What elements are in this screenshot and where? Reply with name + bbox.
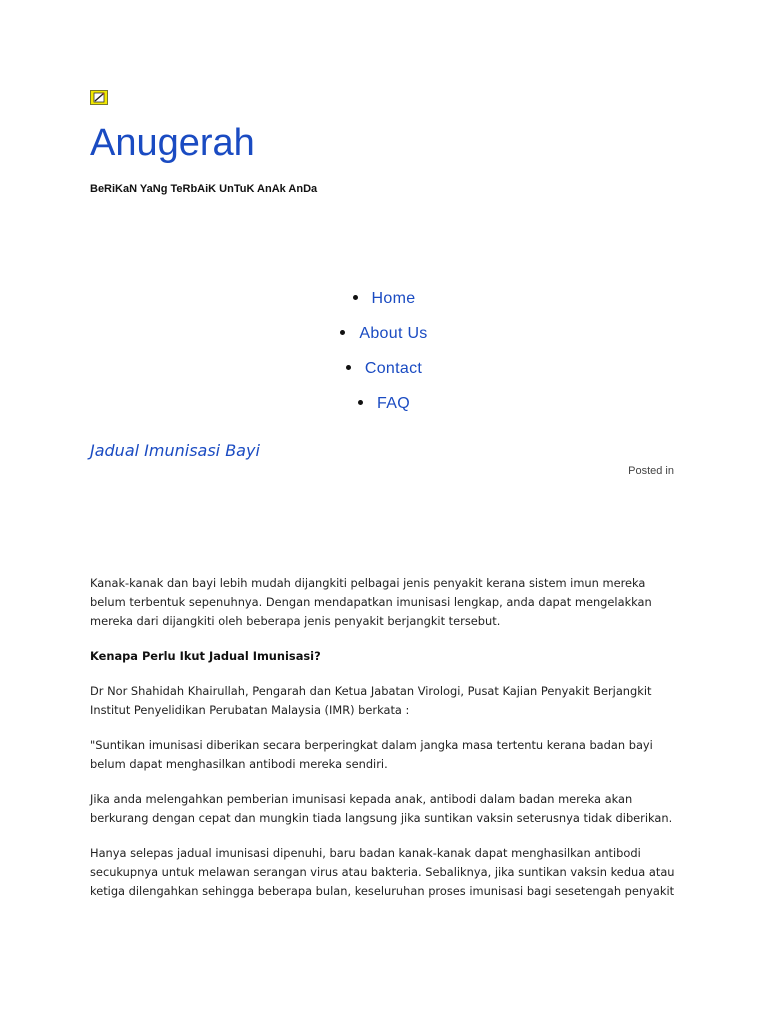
post-paragraph: Hanya selepas jadual imunisasi dipenuhi, baru badan kanak-kanak dapat menghasilkan antibodi secukupnya untuk melawan serangan virus atau bakteria. Sebaliknya, jika suntikan vaksin kedua atau ketiga dilengahkan sehingga beberapa bulan, keseluruhan proses imunisasi bagi sesetengah penyakit <box>90 846 675 898</box>
site-title[interactable]: Anugerah <box>90 122 255 164</box>
nav-item-faq <box>0 385 768 420</box>
post-title[interactable]: Jadual Imunisasi Bayi <box>90 441 260 460</box>
nav-link-contact[interactable]: Contact <box>364 360 423 377</box>
nav-link-home[interactable]: Home <box>371 290 416 307</box>
nav-link-about-us[interactable]: About Us <box>359 325 428 342</box>
nav-item-about <box>0 315 768 350</box>
post-content <box>90 574 682 917</box>
site-tagline: BeRiKaN YaNg TeRbAiK UnTuK AnAk AnDa <box>90 183 318 195</box>
posted-in-label: Posted in <box>628 465 674 477</box>
post-paragraph: Dr Nor Shahidah Khairullah, Pengarah dan Ketua Jabatan Virologi, Pusat Kajian Penyakit Berjangkit Institut Penyelidikan Perubatan Malaysia (IMR) berkata : <box>90 684 652 717</box>
bullet-icon <box>358 400 363 405</box>
nav-item-home <box>0 280 768 315</box>
bullet-icon <box>353 295 358 300</box>
post-quote-paragraph: "Suntikan imunisasi diberikan secara berperingkat dalam jangka masa tertentu kerana badan bayi belum dapat menghasilkan antibodi mereka sendiri. <box>90 738 653 771</box>
bullet-icon <box>340 330 345 335</box>
pencil-note-icon[interactable] <box>90 90 108 105</box>
nav-item-contact <box>0 350 768 385</box>
nav-link-faq[interactable]: FAQ <box>377 395 410 412</box>
post-subheading: Kenapa Perlu Ikut Jadual Imunisasi? <box>90 649 321 663</box>
main-nav <box>0 280 768 420</box>
bullet-icon <box>346 365 351 370</box>
post-paragraph: Kanak-kanak dan bayi lebih mudah dijangkiti pelbagai jenis penyakit kerana sistem imun mereka belum terbentuk sepenuhnya. Dengan mendapatkan imunisasi lengkap, anda dapat mengelakkan mereka dari dijangkiti oleh beberapa jenis penyakit berjangkit tersebut. <box>90 576 652 628</box>
post-paragraph: Jika anda melengahkan pemberian imunisasi kepada anak, antibodi dalam badan mereka akan berkurang dengan cepat dan mungkin tiada langsung jika suntikan vaksin seterusnya tidak diberikan. <box>90 792 673 825</box>
